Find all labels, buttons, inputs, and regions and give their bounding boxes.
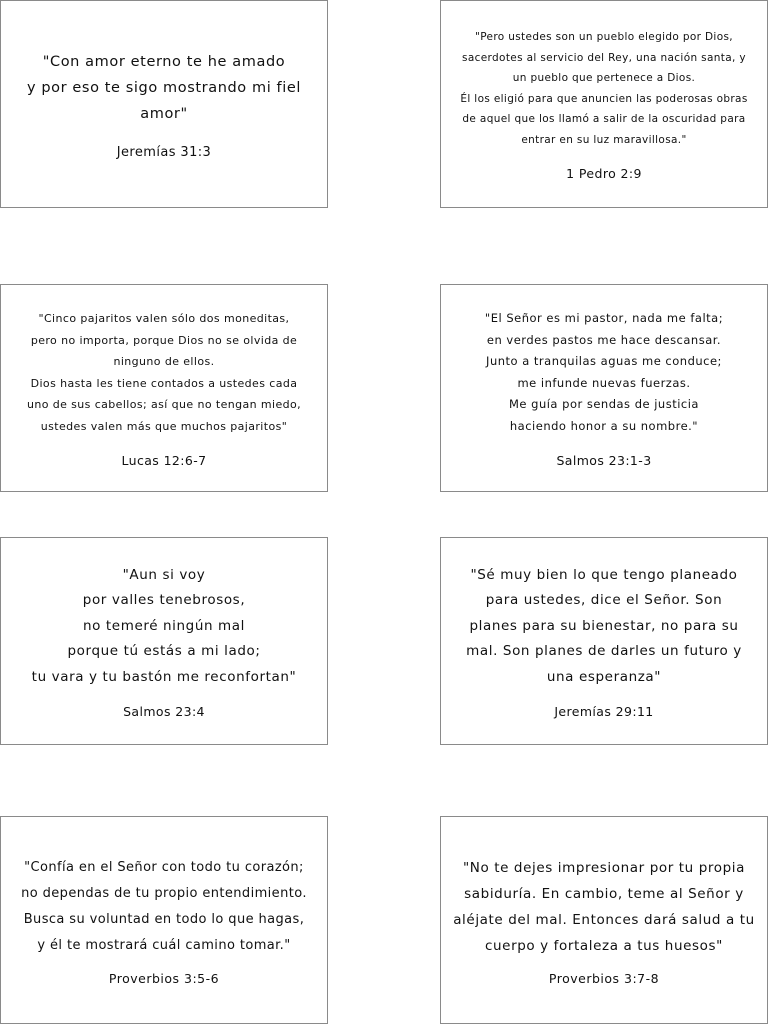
verse-line: un pueblo que pertenece a Dios. (512, 72, 696, 84)
verse-line: una esperanza" (546, 668, 662, 685)
verse-line: "Cinco pajaritos valen sólo dos moneditas, (38, 312, 290, 325)
verse-line: para ustedes, dice el Señor. Son (485, 592, 723, 609)
verse-line: ninguno de ellos. (113, 355, 215, 368)
verse-line: ustedes valen más que muchos pajaritos" (40, 419, 288, 433)
verse-line: planes para su bienestar, no para su (469, 617, 739, 634)
verse-line: sacerdotes al servicio del Rey, una nación santa, y (462, 51, 746, 64)
verse-line: "Con amor eterno te he amado (42, 53, 286, 70)
verse-reference: Salmos 23:1-3 (556, 453, 652, 468)
verse-line: y él te mostrará cuál camino tomar." (37, 937, 291, 953)
verse-line: Me guía por sendas de justicia (509, 397, 699, 411)
verse-text (481, 308, 727, 437)
verse-card-salmos-23-1-3 (440, 284, 768, 492)
verse-line: "Sé muy bien lo que tengo planeado (470, 566, 738, 583)
verse-line: Dios hasta les tiene contados a ustedes cada (30, 376, 298, 390)
verse-card-lucas-12-6-7 (0, 284, 328, 492)
verse-text (449, 855, 759, 959)
verse-line: Junto a tranquilas aguas me conduce; (486, 354, 722, 368)
verse-line: aléjate del mal. Entonces dará salud a tu (453, 911, 755, 928)
verse-text (23, 308, 305, 437)
verse-text (17, 855, 311, 959)
verse-text (456, 27, 751, 150)
verse-text (23, 49, 305, 127)
verse-reference: Jeremías 31:3 (116, 144, 212, 160)
verse-line: y por eso te sigo mostrando mi fiel (26, 79, 302, 96)
verse-card-jeremias-31-3 (0, 0, 328, 208)
verse-line: entrar en su luz maravillosa." (521, 133, 687, 146)
verse-reference: Proverbios 3:5-6 (108, 970, 220, 986)
verse-text (462, 563, 746, 691)
verse-line: en verdes pastos me hace descansar. (486, 332, 722, 347)
verse-line: no dependas de tu propio entendimiento. (21, 885, 307, 901)
verse-card-proverbios-3-7-8 (440, 816, 768, 1024)
verse-text (28, 563, 301, 691)
verse-line: "Confía en el Señor con todo tu corazón; (24, 859, 304, 875)
verse-line: mal. Son planes de darles un futuro y (466, 643, 742, 660)
verse-reference: Jeremías 29:11 (554, 704, 654, 720)
verse-line: pero no importa, porque Dios no se olvida de (30, 333, 298, 347)
verse-line: cuerpo y fortaleza a tus huesos" (485, 937, 723, 954)
verse-line: uno de sus cabellos; así que no tengan miedo, (26, 398, 302, 411)
verse-line: "Pero ustedes son un pueblo elegido por Dios, (475, 31, 733, 43)
verse-line: "El Señor es mi pastor, nada me falta; (484, 311, 724, 325)
verse-line: Busca su voluntad en todo lo que hagas, (23, 911, 305, 927)
verse-card-proverbios-3-5-6 (0, 816, 328, 1024)
verse-line: por valles tenebrosos, (82, 592, 246, 609)
verse-card-1-pedro-2-9 (440, 0, 768, 208)
verse-reference: 1 Pedro 2:9 (566, 166, 642, 181)
verse-reference: Proverbios 3:7-8 (548, 970, 660, 986)
verse-line: no temeré ningún mal (82, 617, 246, 634)
verse-line: tu vara y tu bastón me reconfortan" (31, 668, 297, 685)
verse-line: "No te dejes impresionar por tu propia (462, 859, 746, 876)
verse-card-salmos-23-4 (0, 537, 328, 745)
verse-reference: Lucas 12:6-7 (121, 453, 207, 468)
verse-card-jeremias-29-11 (440, 537, 768, 745)
verse-line: haciendo honor a su nombre." (509, 418, 699, 433)
verse-line: sabiduría. En cambio, teme al Señor y (464, 885, 744, 902)
verse-line: de aquel que los llamó a salir de la oscuridad para (462, 113, 746, 125)
verse-line: Él los eligió para que anuncien las poderosas obras (460, 92, 748, 105)
verse-reference: Salmos 23:4 (123, 704, 205, 720)
verse-line: porque tú estás a mi lado; (67, 643, 261, 660)
verse-line: "Aun si voy (122, 566, 206, 583)
verse-line: me infunde nuevas fuerzas. (517, 375, 691, 390)
verse-line: amor" (140, 105, 188, 122)
